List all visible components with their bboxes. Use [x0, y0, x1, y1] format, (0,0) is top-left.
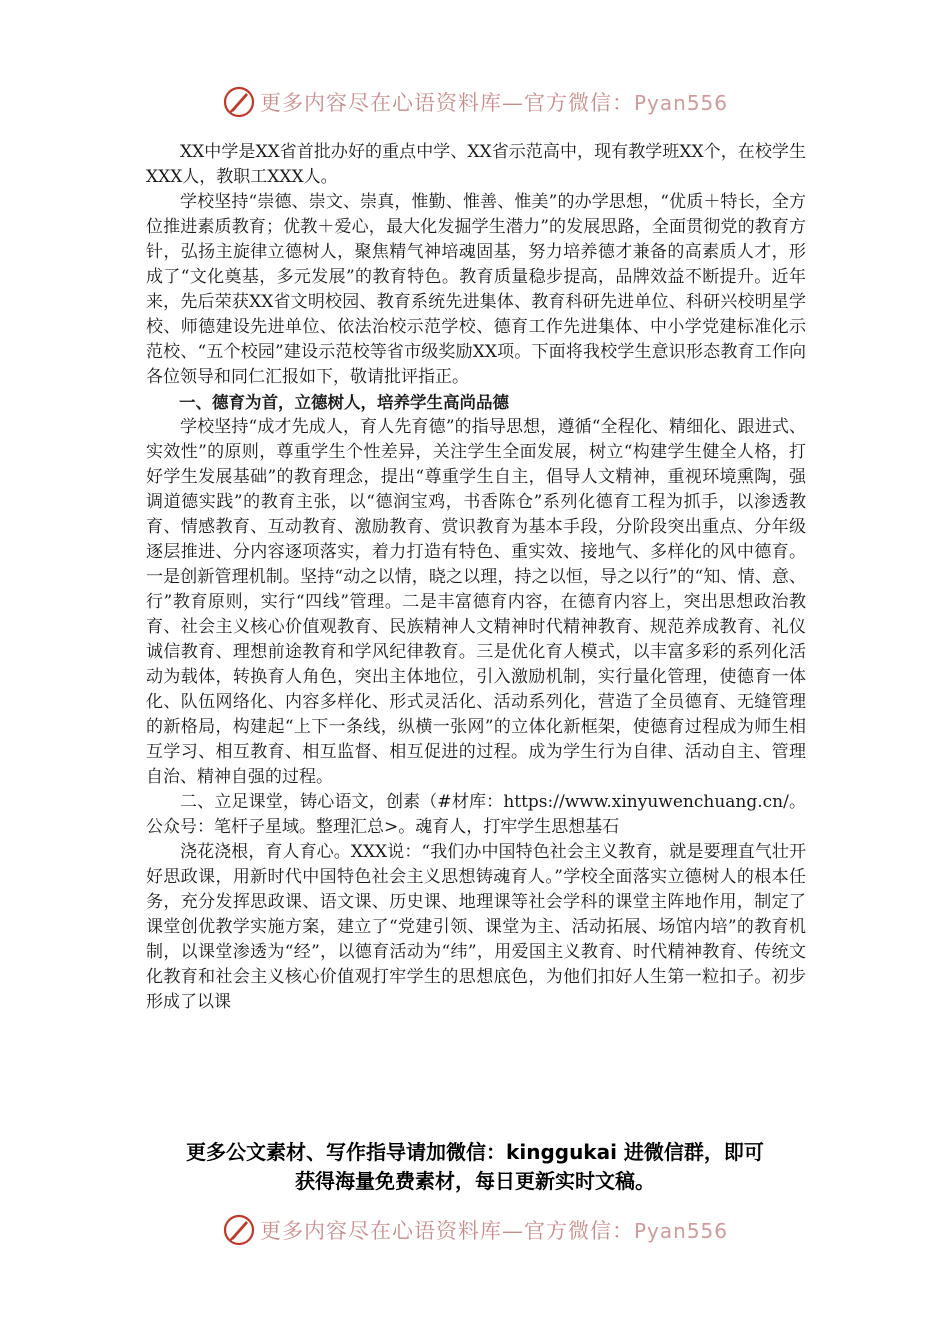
- document-body: [146, 140, 806, 1015]
- watermark-footer: [0, 1210, 950, 1250]
- section-heading: 一、德育为首，立德树人，培养学生高尚品德: [179, 393, 509, 412]
- paragraph: 学校坚持“成才先成人，育人先育德”的指导思想，遵循“全程化、精细化、跟进式、实效性”的原则，尊重学生个性差异，关注学生全面发展，树立“构建学生健全人格，打好学生发展基础”的教育理念，提出“尊重学生自主，倡导人文精神，重视环境熏陶，强调道德实践”的教育主张，以“德润宝鸡，书香陈仓”系列化德育工程为抓手，以渗透教育、情感教育、互动教育、激励教育、赏识教育为基本手段，分阶段突出重点、分年级逐层推进、分内容逐项落实，着力打造有特色、重实效、接地气、多样化的风中德育。一是创新管理机制。坚持“动之以情，晓之以理，持之以恒，导之以行”的“知、情、意、行”教育原则，实行“四线”管理。二是丰富德育内容，在德育内容上，突出思想政治教育、社会主义核心价值观教育、民族精神人文精神时代精神教育、规范养成教育、礼仪诚信教育、理想前途教育和学风纪律教育。三是优化育人模式，以丰富多彩的系列化活动为载体，转换育人角色，突出主体地位，引入激励机制，实行量化管理，使德育一体化、队伍网络化、内容多样化、形式灵活化、活动系列化，营造了全员德育、无缝管理的新格局，构建起“上下一条线，纵横一张网”的立体化新框架，使德育过程成为师生相互学习、相互教育、相互监督、相互促进的过程。成为学生行为自律、活动自主、管理自治、精神自强的过程。: [146, 417, 806, 787]
- promo-line-2: 获得海量免费素材，每日更新实时文稿。: [295, 1169, 655, 1193]
- promo-banner: [0, 1138, 950, 1196]
- quill-logo-icon: [222, 85, 256, 119]
- paragraph: 学校坚持“崇德、崇文、崇真，惟勤、惟善、惟美”的办学思想，“优质＋特长，全方位推进素质教育；优教＋爱心，最大化发掘学生潜力”的发展思路，全面贯彻党的教育方针，弘扬主旋律立德树人，聚焦精气神培魂固基，努力培养德才兼备的高素质人才，形成了“文化奠基，多元发展”的教育特色。教育质量稳步提高，品牌效益不断提升。近年来，先后荣获XX省文明校园、教育系统先进集体、教育科研先进单位、科研兴校明星学校、师德建设先进单位、依法治校示范学校、德育工作先进集体、中小学党建标准化示范校、“五个校园”建设示范校等省市级奖励XX项。下面将我校学生意识形态教育工作向各位领导和同仁汇报如下，敬请批评指正。: [146, 192, 806, 387]
- watermark-header: [0, 82, 950, 122]
- section-heading: 二、立足课堂，铸心语文，创素（#材库：https://www.xinyuwenchuang.cn/。公众号：笔杆子星域。整理汇总>。魂育人，打牢学生思想基石: [146, 792, 806, 837]
- promo-line-1: 更多公文素材、写作指导请加微信：kinggukai 进微信群，即可: [186, 1140, 764, 1164]
- paragraph: 浇花浇根，育人育心。XXX说：“我们办中国特色社会主义教育，就是要理直气壮开好思政课，用新时代中国特色社会主义思想铸魂育人。”学校全面落实立德树人的根本任务，充分发挥思政课、语文课、历史课、地理课等社会学科的课堂主阵地作用，制定了课堂创优教学实施方案，建立了“党建引领、课堂为主、活动拓展、场馆内培”的教育机制，以课堂渗透为“经”，以德育活动为“纬”，用爱国主义教育、时代精神教育、传统文化教育和社会主义核心价值观打牢学生的思想底色，为他们扣好人生第一粒扣子。初步形成了以课: [146, 842, 806, 1012]
- quill-logo-icon: [222, 1213, 256, 1247]
- watermark-text: 更多内容尽在心语资料库—官方微信：Pyan556: [259, 91, 728, 115]
- watermark-text: 更多内容尽在心语资料库—官方微信：Pyan556: [259, 1219, 728, 1243]
- paragraph: XX中学是XX省首批办好的重点中学、XX省示范高中，现有教学班XX个，在校学生XXX人，教职工XXX人。: [146, 142, 806, 187]
